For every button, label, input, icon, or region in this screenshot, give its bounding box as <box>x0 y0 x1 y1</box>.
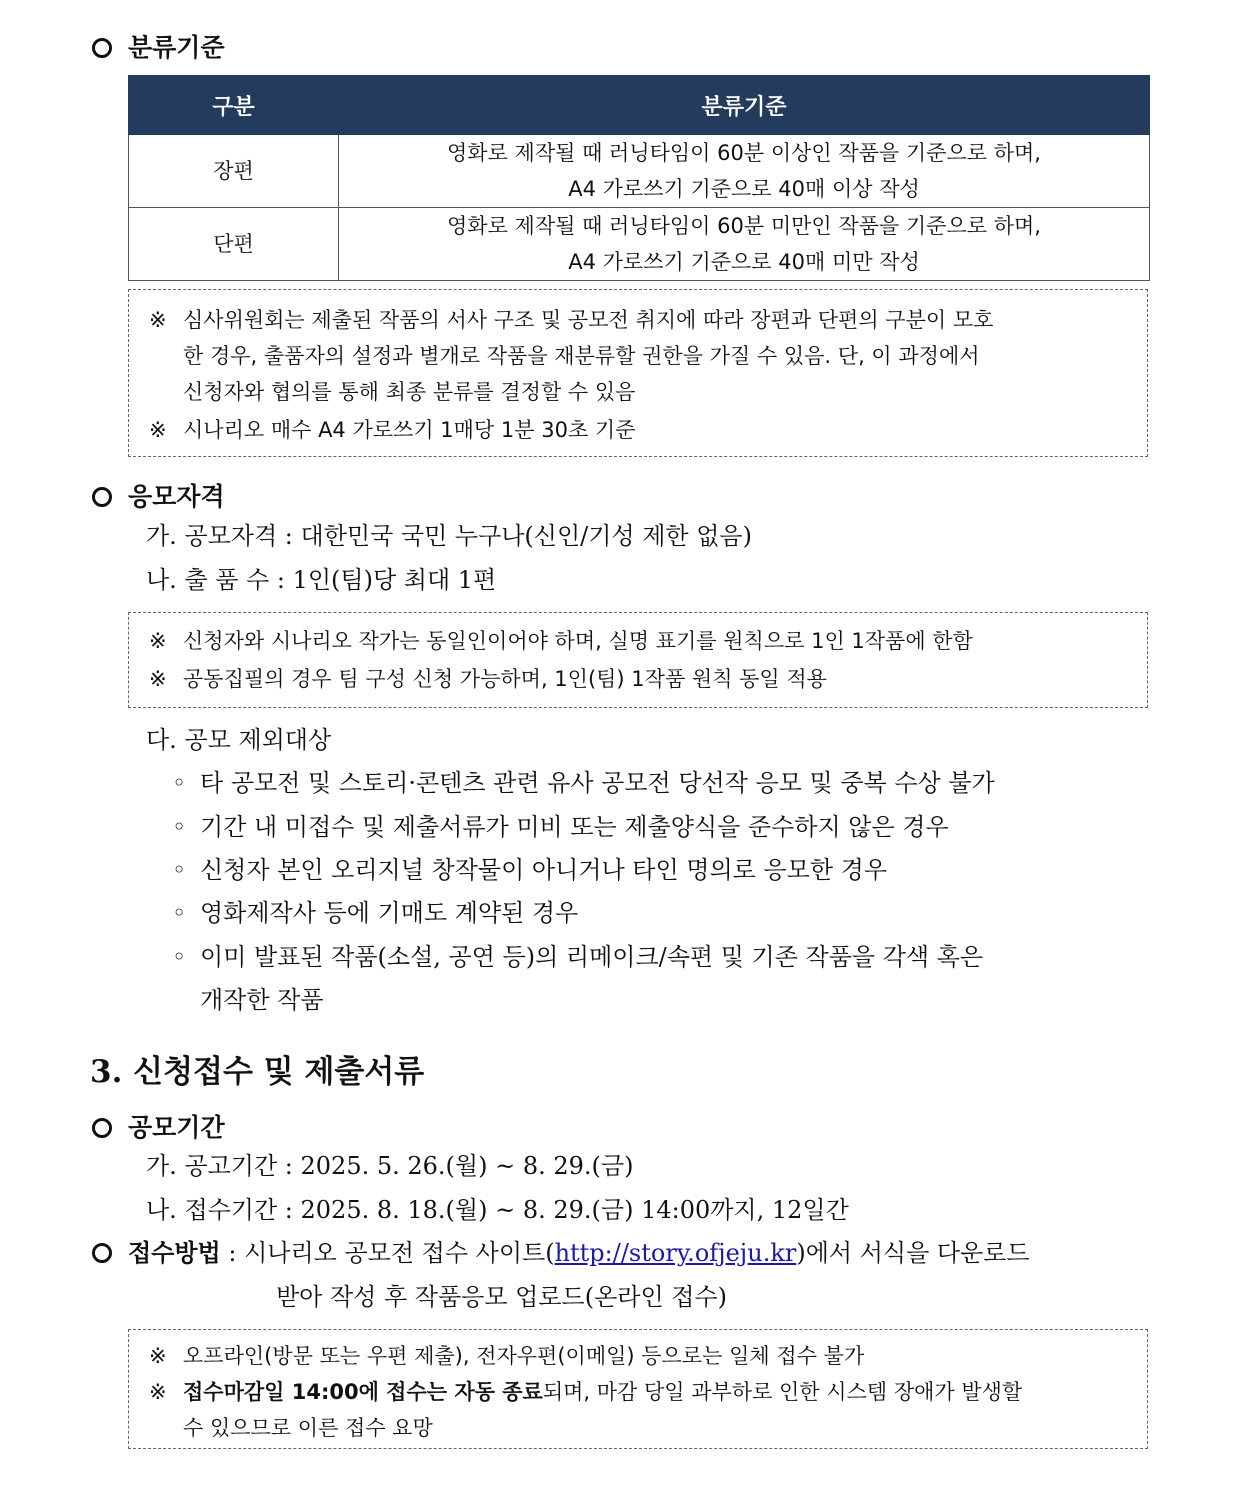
note-item: ※ 접수마감일 14:00에 접수는 자동 종료되며, 마감 당일 과부하로 인한 시스템 장애가 발생할 <box>149 1380 1023 1404</box>
exclusion-item: ◦ 타 공모전 및 스토리·콘텐츠 관련 유사 공모전 당선작 응모 및 중복 수상 불가 <box>172 769 995 797</box>
table-header-row <box>129 76 1150 135</box>
note-item: ※ 오프라인(방문 또는 우편 제출), 전자우편(이메일) 등으로는 일체 접수 불가 <box>149 1344 865 1368</box>
exclusion-item: ◦ 영화제작사 등에 기매도 계약된 경우 <box>172 899 579 927</box>
table-cell-category: 단편 <box>129 208 339 281</box>
method-line: 접수방법 : 시나리오 공모전 접수 사이트(http://story.ofjeju.kr)에서 서식을 다운로드 <box>92 1238 1030 1268</box>
table-cell-category: 장편 <box>129 135 339 208</box>
table-cell-criteria: 영화로 제작될 때 러닝타임이 60분 미만인 작품을 기준으로 하며, A4 가로쓰기 기준으로 40매 미만 작성 <box>339 208 1150 281</box>
table-cell-criteria: 영화로 제작될 때 러닝타임이 60분 이상인 작품을 기준으로 하며, A4 가로쓰기 기준으로 40매 이상 작성 <box>339 135 1150 208</box>
circle-bullet-icon <box>92 1118 112 1138</box>
table-header-criteria: 분류기준 <box>339 76 1150 135</box>
method-line-continued: 받아 작성 후 작품응모 업로드(온라인 접수) <box>276 1283 727 1311</box>
exclusion-item: ◦ 이미 발표된 작품(소설, 공연 등)의 리메이크/속편 및 기존 작품을 각색 혹은 <box>172 943 984 971</box>
classification-table <box>128 75 1150 281</box>
classification-notes-box <box>128 289 1148 457</box>
note-item: ※ 신청자와 시나리오 작가는 동일인이어야 하며, 실명 표기를 원칙으로 1인 1작품에 한함 <box>149 629 973 653</box>
exclusion-item: ◦ 신청자 본인 오리지널 창작물이 아니거나 타인 명의로 응모한 경우 <box>172 856 887 884</box>
table-row <box>129 135 1150 208</box>
note-item-continued: 신청자와 협의를 통해 최종 분류를 결정할 수 있음 <box>183 380 636 404</box>
submission-notes-box <box>128 1329 1148 1449</box>
circle-bullet-icon <box>92 1243 112 1263</box>
note-item: ※ 공동집필의 경우 팀 구성 신청 가능하며, 1인(팀) 1작품 원칙 동일 적용 <box>149 667 827 691</box>
period-heading: 공모기간 <box>92 1108 225 1144</box>
table-header-category: 구분 <box>129 76 339 135</box>
exclusion-item: ◦ 기간 내 미접수 및 제출서류가 미비 또는 제출양식을 준수하지 않은 경우 <box>172 813 949 841</box>
classification-heading: 분류기준 <box>92 28 225 64</box>
section-3-title: 3. 신청접수 및 제출서류 <box>90 1054 425 1090</box>
eligibility-item-b: 나. 출 품 수 : 1인(팀)당 최대 1편 <box>146 566 497 594</box>
note-item: ※ 시나리오 매수 A4 가로쓰기 1매당 1분 30초 기준 <box>149 418 636 442</box>
period-item-b: 나. 접수기간 : 2025. 8. 18.(월) ~ 8. 29.(금) 14:00까지, 12일간 <box>146 1196 849 1224</box>
eligibility-notes-box <box>128 612 1148 708</box>
note-item-continued: 수 있으므로 이른 접수 요망 <box>183 1416 433 1440</box>
submission-site-link[interactable]: http://story.ofjeju.kr <box>554 1239 797 1267</box>
note-item-continued: 한 경우, 출품자의 설정과 별개로 작품을 재분류할 권한을 가질 수 있음. 단, 이 과정에서 <box>183 344 980 368</box>
exclusion-item-continued: 개작한 작품 <box>200 986 324 1014</box>
circle-bullet-icon <box>92 487 112 507</box>
eligibility-item-c: 다. 공모 제외대상 <box>146 726 332 754</box>
period-item-a: 가. 공고기간 : 2025. 5. 26.(월) ~ 8. 29.(금) <box>146 1152 634 1180</box>
table-row <box>129 208 1150 281</box>
note-item: ※ 심사위원회는 제출된 작품의 서사 구조 및 공모전 취지에 따라 장편과 단편의 구분이 모호 <box>149 308 994 332</box>
method-heading: 접수방법 <box>128 1238 221 1267</box>
circle-bullet-icon <box>92 38 112 58</box>
eligibility-item-a: 가. 공모자격 : 대한민국 국민 누구나(신인/기성 제한 없음) <box>146 522 752 550</box>
eligibility-heading: 응모자격 <box>92 477 225 513</box>
